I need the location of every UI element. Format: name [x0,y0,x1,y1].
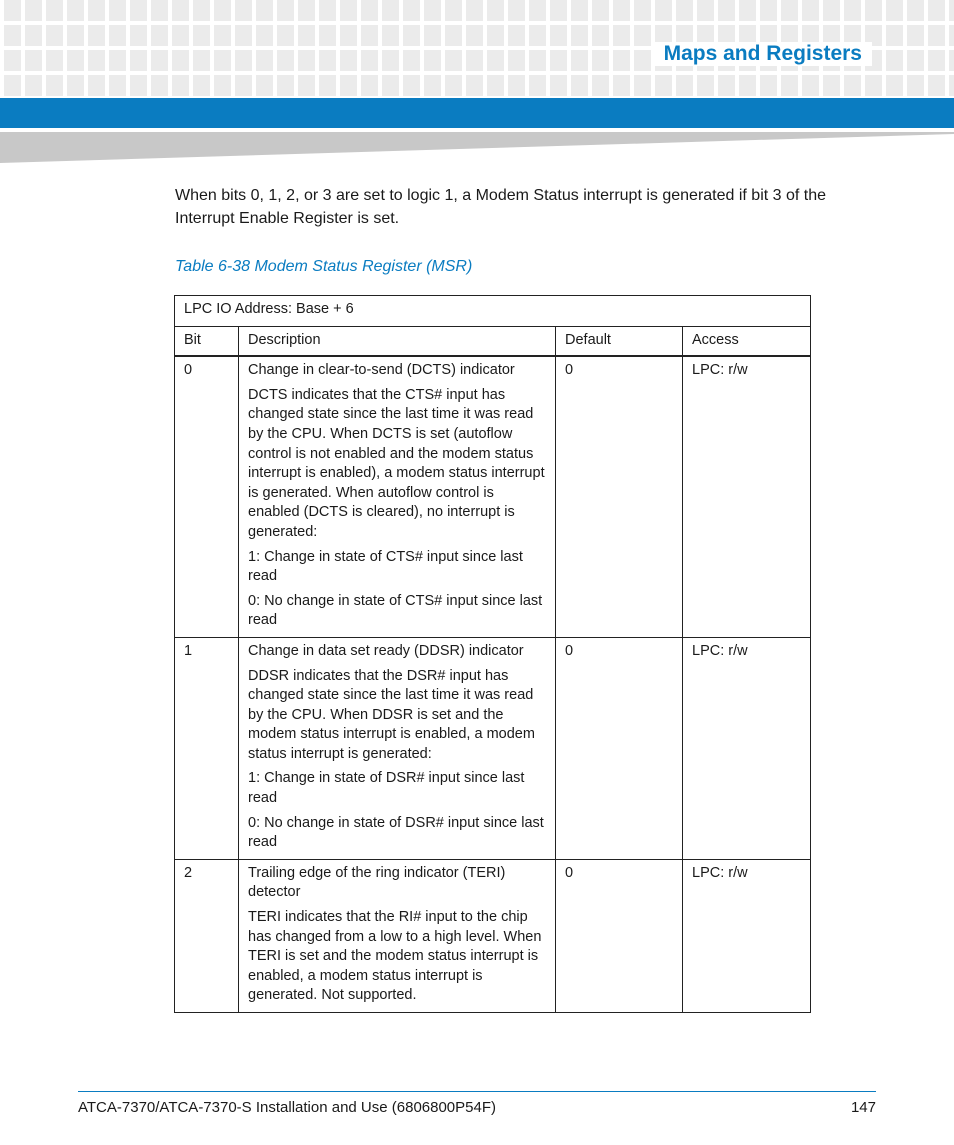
address-cell: LPC IO Address: Base + 6 [175,296,811,327]
page-section-title: Maps and Registers [654,42,872,66]
table-row [175,859,811,1012]
footer-page-number: 147 [850,1099,876,1116]
header-grey-wedge [0,132,954,163]
header-blue-band [0,98,954,128]
default-cell: 0 [556,356,683,637]
address-row [175,296,811,327]
table-caption: Table 6-38 Modem Status Register (MSR) [175,258,473,275]
intro-paragraph: When bits 0, 1, 2, or 3 are set to logic 1, a Modem Status interrupt is generated if bit 3 of the Interrupt Enable Register is set. [175,187,827,227]
bit-cell: 1 [175,637,239,859]
description-cell [239,356,556,637]
bit-cell: 0 [175,356,239,637]
table-row [175,356,811,637]
column-header-bit: Bit [175,326,239,356]
column-header-description: Description [239,326,556,356]
description-paragraph: TERI indicates that the RI# input to the chip has changed from a low to a high level. When TERI is set and the modem status interrupt is enabled, a modem status interrupt is generated. Not supported. [248,909,542,1004]
description-title: Change in clear-to-send (DCTS) indicator [248,362,515,379]
footer-document-title: ATCA-7370/ATCA-7370-S Installation and Use (6806800P54F) [78,1099,497,1116]
description-paragraph: DDSR indicates that the DSR# input has changed state since the last time it was read by the CPU. When DDSR is set and the modem status interrupt is enabled, a modem status interrupt is generated: [248,667,535,762]
description-paragraph: 0: No change in state of DSR# input since last read [248,814,544,851]
description-title: Change in data set ready (DDSR) indicator [248,642,524,659]
description-paragraph: 1: Change in state of CTS# input since last read [248,548,523,585]
table-row [175,637,811,859]
column-header-access: Access [683,326,811,356]
description-title: Trailing edge of the ring indicator (TERI) detector [248,864,506,901]
default-cell: 0 [556,859,683,1012]
description-paragraph: 1: Change in state of DSR# input since last read [248,770,525,807]
access-cell: LPC: r/w [683,859,811,1012]
column-header-default: Default [556,326,683,356]
column-header-row [175,326,811,356]
default-cell: 0 [556,637,683,859]
description-cell [239,859,556,1012]
footer-rule [78,1091,876,1092]
description-paragraph: DCTS indicates that the CTS# input has changed state since the last time it was read by the CPU. When DCTS is set (autoflow control is not enabled and the modem status interrupt is enabled), a modem status interrupt is generated. When autoflow control is enabled (DCTS is cleared), no interrupt is generated: [248,386,545,540]
description-paragraph: 0: No change in state of CTS# input since last read [248,592,543,629]
description-cell [239,637,556,859]
msr-register-table [174,295,811,1013]
access-cell: LPC: r/w [683,356,811,637]
access-cell: LPC: r/w [683,637,811,859]
bit-cell: 2 [175,859,239,1012]
